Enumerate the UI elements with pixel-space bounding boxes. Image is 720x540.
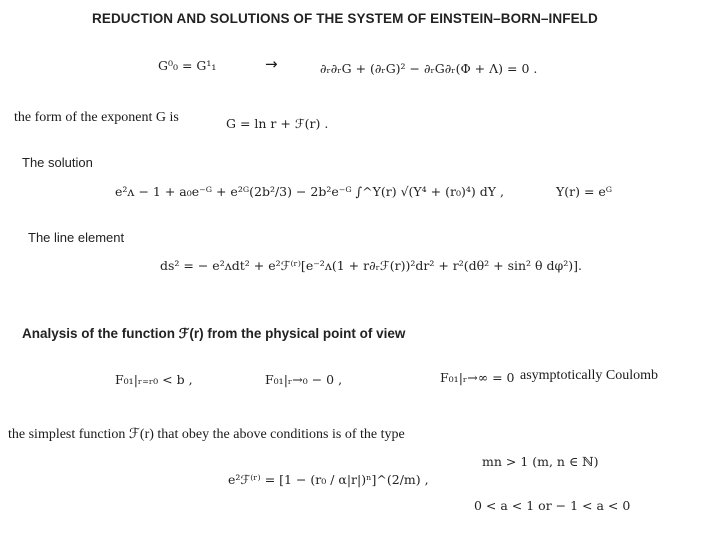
equation-final: e²ℱ⁽ʳ⁾ = [1 − (r₀ / α|r|)ⁿ]^(2/m) , xyxy=(228,472,429,487)
slide-title: REDUCTION AND SOLUTIONS OF THE SYSTEM OF EINSTEIN–BORN–INFELD xyxy=(92,11,598,26)
condition-2: F₀₁|ᵣ→₀ − 0 , xyxy=(265,372,343,387)
equation-exponent: G = ln r + ℱ(r) . xyxy=(226,116,329,131)
equation-reduced: ∂ᵣ∂ᵣG + (∂ᵣG)² − ∂ᵣG∂ᵣ(Φ + Λ) = 0 . xyxy=(320,61,538,76)
simplest-function-text: the simplest function ℱ(r) that obey the above conditions is of the type xyxy=(8,427,405,442)
condition-3: F₀₁|ᵣ→∞ = 0 xyxy=(440,370,515,385)
equation-Y: Y(r) = eᴳ xyxy=(556,184,613,199)
solution-label: The solution xyxy=(22,155,93,170)
equation-line-element: ds² = − e²ᴧdt² + e²ℱ⁽ʳ⁾[e⁻²ᴧ(1 + r∂ᵣℱ(r))²dr² + r²(dθ² + sin² θ dφ²)]. xyxy=(160,258,583,273)
exponent-text: the form of the exponent G is xyxy=(14,110,179,125)
equation-g00: G⁰₀ = G¹₁ xyxy=(158,58,217,73)
implies-arrow: → xyxy=(265,55,278,73)
condition-1: F₀₁|ᵣ₌ᵣ₀ < b , xyxy=(115,372,193,387)
condition-alpha: 0 < a < 1 or − 1 < a < 0 xyxy=(474,498,631,513)
condition-3-note: asymptotically Coulomb xyxy=(520,368,659,383)
line-element-label: The line element xyxy=(28,230,125,245)
condition-mn: mn > 1 (m, n ∈ ℕ) xyxy=(482,454,599,469)
equation-solution: e²ᴧ − 1 + a₀e⁻ᴳ + e²ᴳ(2b²/3) − 2b²e⁻ᴳ ∫^Y(r) √(Y⁴ + (r₀)⁴) dY , xyxy=(115,184,504,199)
analysis-heading: Analysis of the function ℱ(r) from the physical point of view xyxy=(22,326,406,341)
